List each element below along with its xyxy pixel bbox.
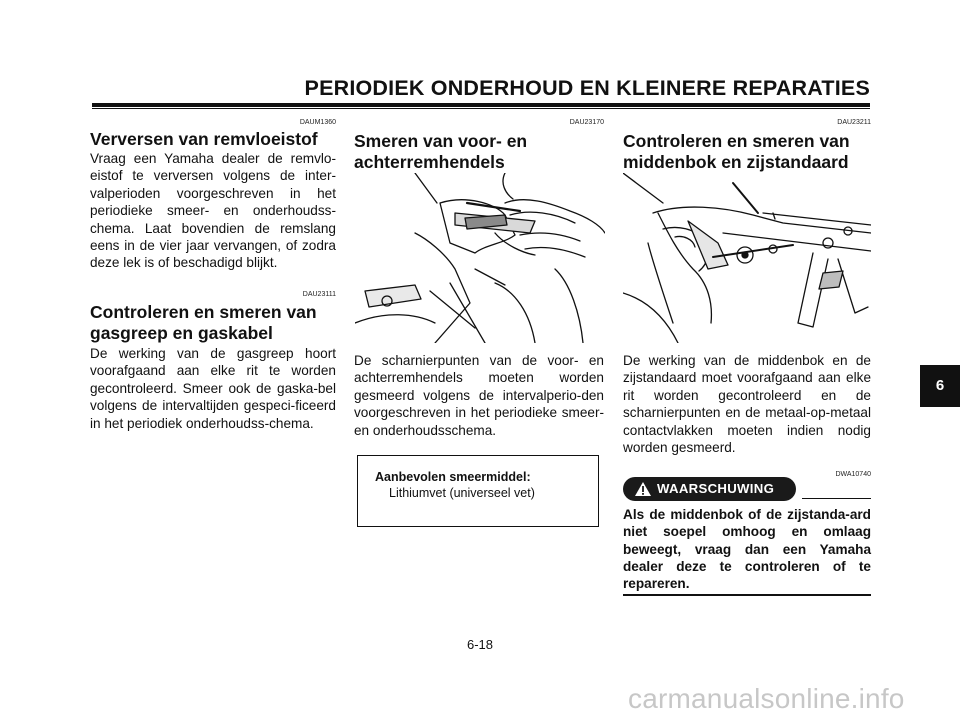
section-title-line: Controleren en smeren van (623, 131, 850, 151)
warning-label: WAARSCHUWING (657, 481, 775, 496)
warning-badge (623, 477, 796, 501)
header-rule-thin (92, 108, 870, 109)
section-body: De scharnierpunten van de voor- en achterremhendels moeten worden gesmeerd volgens de intervalperio-den voorgeschreven in het periodieke smeer- en onderhoudsschema. (354, 353, 604, 438)
warning-icon (634, 481, 652, 497)
section-title-line: middenbok en zijstandaard (623, 152, 849, 172)
page-number: 6-18 (466, 637, 494, 652)
section-body: Vraag een Yamaha dealer de remvlo-eistof te verversen volgens de inter-valperioden voorgeschreven in het periodieke smeer- en onderhoudss-chema. Laat bovendien de remslang eens in de vier jaar vervangen, of zodra deze lek is of beschadigd blijkt. (90, 151, 336, 271)
section-title-line: Controleren en smeren van (90, 302, 317, 322)
section-title (90, 302, 336, 344)
section-code: DAU23111 (302, 291, 336, 298)
warning-rule (802, 498, 871, 499)
section-title: Verversen van remvloeistof (90, 129, 318, 149)
section-code: DAU23211 (837, 119, 871, 126)
section-title-line: gasgreep en gaskabel (90, 323, 273, 343)
page-header-title: PERIODIEK ONDERHOUD EN KLEINERE REPARATIES (304, 76, 870, 100)
brake-lever-illustration (355, 173, 605, 343)
section-title-line: Smeren van voor- en (354, 131, 528, 151)
lubricant-title: Aanbevolen smeermiddel: (375, 470, 531, 484)
chapter-tab: 6 (920, 365, 960, 407)
watermark: carmanualsonline.info (628, 683, 905, 714)
section-code: DAU23170 (569, 119, 604, 126)
warning-text: Als de middenbok of de zijstanda-ard niet soepel omhoog en omlaag beweegt, vraag dan een Yamaha dealer deze te controleren of te repareren. (623, 507, 871, 592)
section-title (623, 131, 871, 173)
section-code: DAUM1360 (299, 119, 336, 126)
lubricant-value: Lithiumvet (universeel vet) (389, 486, 535, 500)
section-title-line: achterremhendels (354, 152, 505, 172)
warning-code: DWA10740 (835, 471, 871, 478)
header-rule (92, 103, 870, 107)
section-body: De werking van de middenbok en de zijstandaard moet voorafgaand aan elke rit worden gecontroleerd en de scharnierpunten en de metaal-op-metaal contactvlakken moeten indien nodig worden gesmeerd. (623, 353, 871, 456)
section-title (354, 131, 604, 173)
centerstand-sidestand-illustration (623, 173, 871, 343)
warning-rule-bottom (623, 594, 871, 596)
section-body: De werking van de gasgreep hoort voorafgaand aan elke rit te worden gecontroleerd. Smeer ook de gaska-bel volgens de intervaltijden gespeci-ficeerd in het periodiek onderhoudss-chema. (90, 346, 336, 431)
